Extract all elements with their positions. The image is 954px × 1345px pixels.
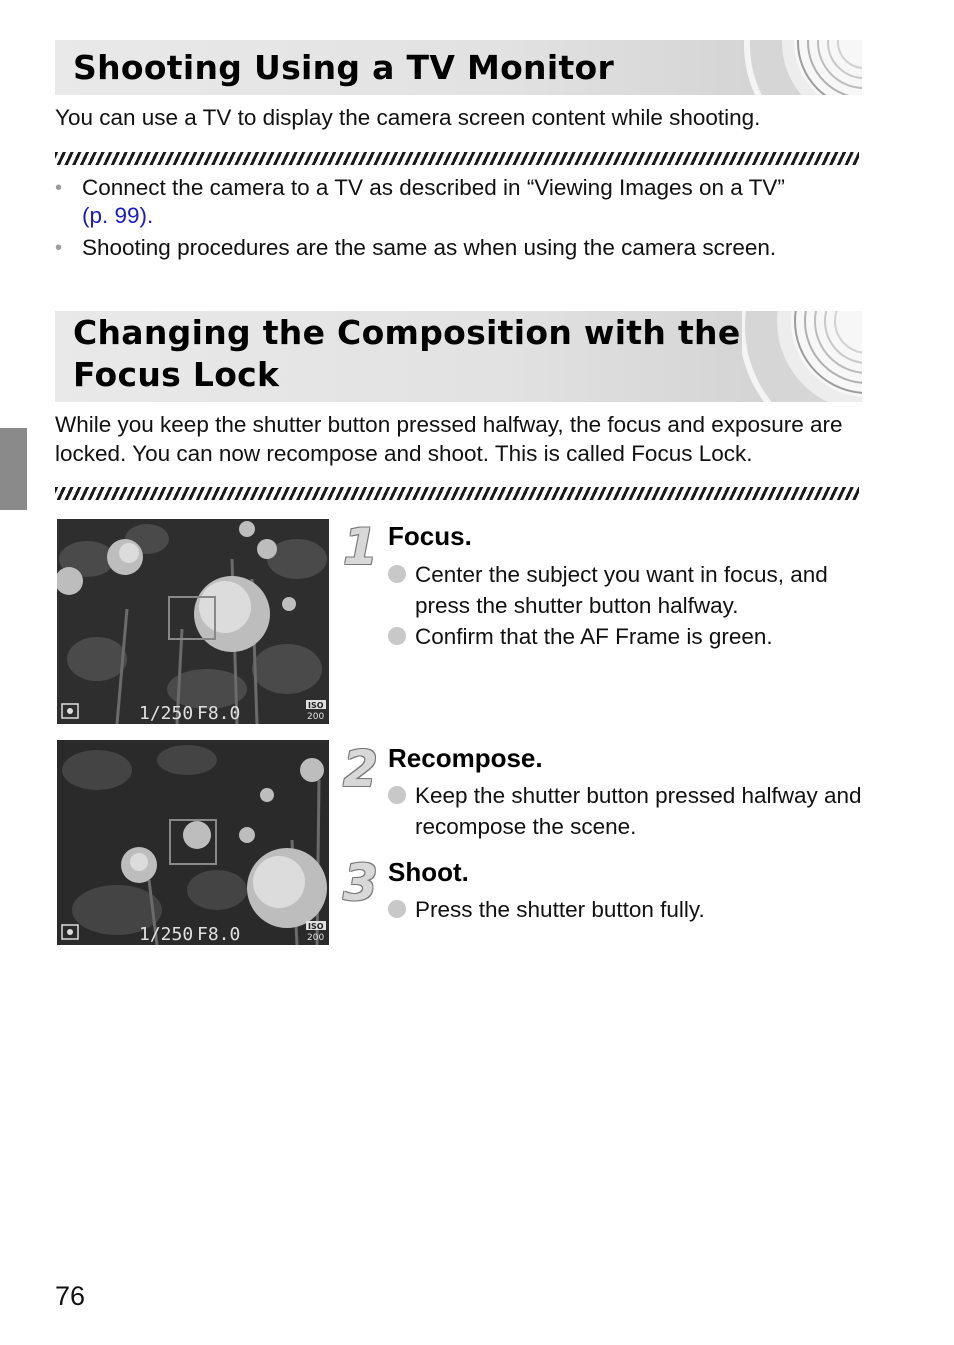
chapter-tab (0, 428, 27, 510)
step-item (388, 621, 868, 652)
bullet-circle-icon (388, 627, 406, 645)
bullet-icon: • (55, 177, 63, 199)
divider (55, 487, 859, 500)
step-item-text: Press the shutter button fully. (415, 897, 705, 922)
section-title-line2: Focus Lock (73, 355, 280, 394)
section-header-tv-monitor (55, 40, 862, 95)
camera-screen-recompose (57, 740, 329, 945)
iso-label: ISO (308, 701, 324, 710)
bullet-text: Connect the camera to a TV as described in “Viewing Images on a TV” (82, 175, 785, 200)
step-number: 2 (343, 740, 378, 798)
bullet-circle-icon (388, 786, 406, 804)
bullet-circle-icon (388, 565, 406, 583)
aperture-readout: F8.0 (197, 703, 241, 724)
page-number: 76 (55, 1281, 86, 1311)
bullet-circle-icon (388, 900, 406, 918)
list-item (55, 234, 855, 264)
bullet-icon: • (55, 237, 63, 259)
step-item (388, 559, 868, 621)
iso-value: 200 (307, 933, 325, 943)
step-number: 1 (343, 518, 378, 576)
step-title: Focus. (388, 521, 472, 551)
section-title-line1: Changing the Composition with the (73, 313, 741, 352)
step-item (388, 780, 868, 842)
step-item-text: Confirm that the AF Frame is green. (415, 624, 773, 649)
page-link[interactable]: (p. 99). (82, 203, 154, 228)
iso-label: ISO (308, 922, 324, 931)
section-title: Shooting Using a TV Monitor (73, 48, 615, 87)
bullet-text: Shooting procedures are the same as when using the camera screen. (82, 235, 777, 260)
step-item (388, 894, 868, 925)
step-item-text: Center the subject you want in focus, and press the shutter button halfway. (415, 562, 828, 618)
shutter-readout: 1/250 (139, 703, 194, 724)
swirl-decoration-icon (742, 311, 862, 402)
section1-intro: You can use a TV to display the camera screen content while shooting. (55, 105, 761, 130)
step-title: Recompose. (388, 743, 543, 773)
divider (55, 152, 859, 165)
step-item-text: Keep the shutter button pressed halfway and recompose the scene. (415, 783, 862, 839)
section-header-focus-lock (55, 311, 862, 402)
swirl-decoration-icon (742, 40, 862, 95)
camera-screen-focus (57, 519, 329, 724)
step-number: 3 (343, 854, 378, 912)
iso-value: 200 (307, 712, 325, 722)
rose-photo (57, 740, 329, 945)
rose-photo (57, 519, 329, 724)
section2-intro: While you keep the shutter button pressed halfway, the focus and exposure are locked. You can now recompose and shoot. This is called Focus Lock. (55, 412, 843, 466)
list-item (55, 174, 855, 234)
step-title: Shoot. (388, 857, 469, 887)
aperture-readout: F8.0 (197, 924, 241, 945)
shutter-readout: 1/250 (139, 924, 194, 945)
